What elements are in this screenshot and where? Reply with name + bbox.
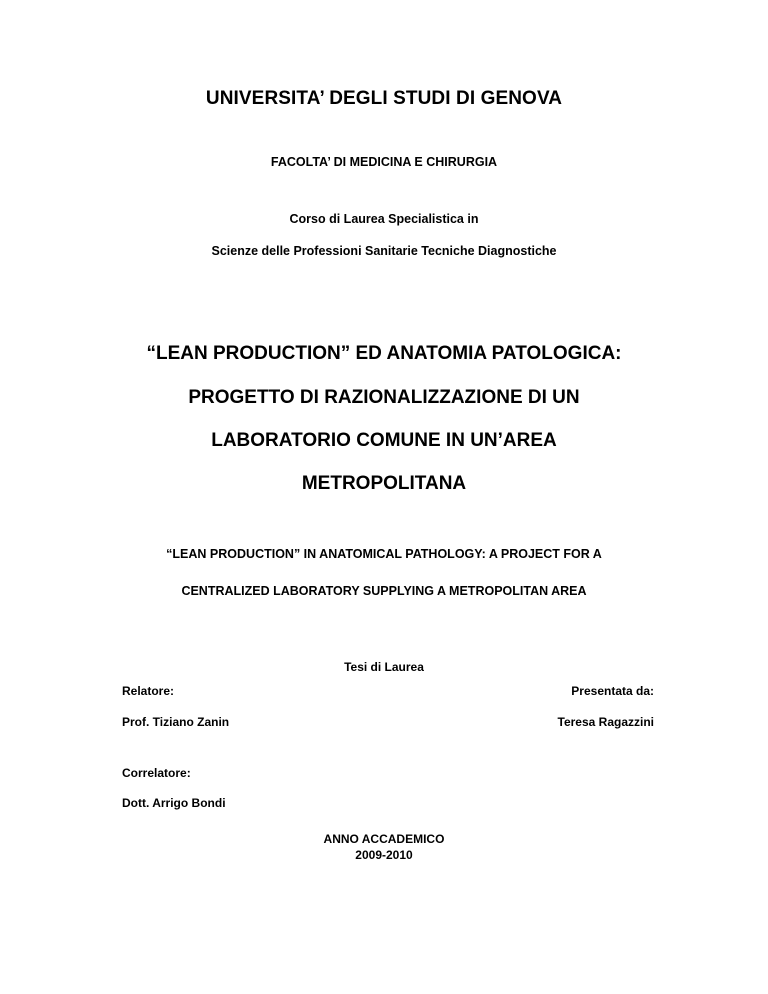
italian-title-line-3: LABORATORIO COMUNE IN UN’AREA [211,430,557,451]
correlatore-label: Correlatore: [122,766,191,780]
relatore-label: Relatore: [122,684,175,698]
presentata-label: Presentata da: [571,684,654,698]
academic-year-label: ANNO ACCADEMICO [323,832,445,846]
english-title-line-1: “LEAN PRODUCTION” IN ANATOMICAL PATHOLOGY: A PROJECT FOR A [166,547,602,561]
correlatore-name: Dott. Arrigo Bondi [122,796,226,810]
presentata-name: Teresa Ragazzini [557,715,654,729]
academic-year-value: 2009-2010 [355,848,413,862]
thesis-type: Tesi di Laurea [344,660,424,674]
italian-title-line-1: “LEAN PRODUCTION” ED ANATOMIA PATOLOGICA: [146,343,622,364]
italian-title-line-4: METROPOLITANA [301,473,467,494]
course-line-2: Scienze delle Professioni Sanitarie Tecniche Diagnostiche [211,244,557,258]
english-title-line-2: CENTRALIZED LABORATORY SUPPLYING A METROPOLITAN AREA [181,584,587,598]
course-line-1: Corso di Laurea Specialistica in [289,212,479,226]
university-name: UNIVERSITA’ DEGLI STUDI DI GENOVA [205,88,563,109]
italian-title-line-2: PROGETTO DI RAZIONALIZZAZIONE DI UN [188,387,580,408]
relatore-name: Prof. Tiziano Zanin [122,715,230,729]
faculty-name: FACOLTA’ DI MEDICINA E CHIRURGIA [270,155,498,169]
